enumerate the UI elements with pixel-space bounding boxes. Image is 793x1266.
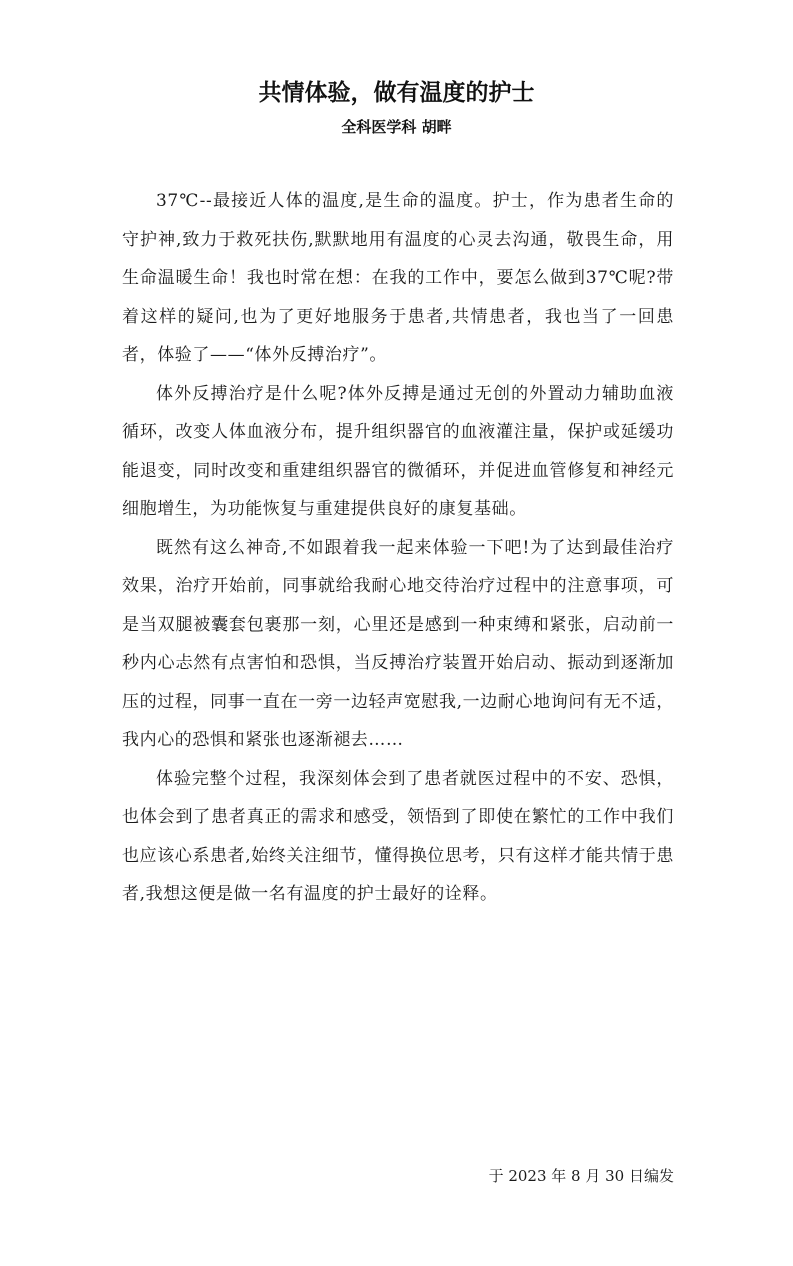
paragraph-2: 体外反搏治疗是什么呢?体外反搏是通过无创的外置动力辅助血液循环，改变人体血液分布，提升组织器官的血液灌注量，保护或延缓功能退变，同时改变和重建组织器官的微循环，并促进血管修复和神经元细胞增生，为功能恢复与重建提供良好的康复基础。 [122,383,674,519]
author-line: 全科医学科 胡畔 [341,118,452,136]
page-title: 共情体验，做有温度的护士 [258,80,535,106]
article-body [122,182,674,914]
paragraph-4: 体验完整个过程，我深刻体会到了患者就医过程中的不安、恐惧，也体会到了患者真正的需求和感受，领悟到了即使在繁忙的工作中我们也应该心系患者,始终关注细节，懂得换位思考，只有这样才能共情于患者,我想这便是做一名有温度的护士最好的诠释。 [122,768,674,904]
publish-date: 于 2023 年 8 月 30 日编发 [488,1167,674,1185]
paragraph-3: 既然有这么神奇,不如跟着我一起来体验一下吧!为了达到最佳治疗效果，治疗开始前，同事就给我耐心地交待治疗过程中的注意事项，可是当双腿被囊套包裹那一刻，心里还是感到一种束缚和紧张，启动前一秒内心忐然有点害怕和恐惧，当反搏治疗装置开始启动、振动到逐渐加压的过程，同事一直在一旁一边轻声宽慰我,一边耐心地询问有无不适，我内心的恐惧和紧张也逐渐褪去…… [122,537,674,750]
paragraph-1: 37℃--最接近人体的温度,是生命的温度。护士，作为患者生命的守护神,致力于救死扶伤,默默地用有温度的心灵去沟通，敬畏生命，用生命温暖生命！我也时常在想：在我的工作中，要怎么做到37℃呢?带着这样的疑问,也为了更好地服务于患者,共情患者，我也当了一回患者，体验了——“体外反搏治疗”。 [122,191,674,365]
